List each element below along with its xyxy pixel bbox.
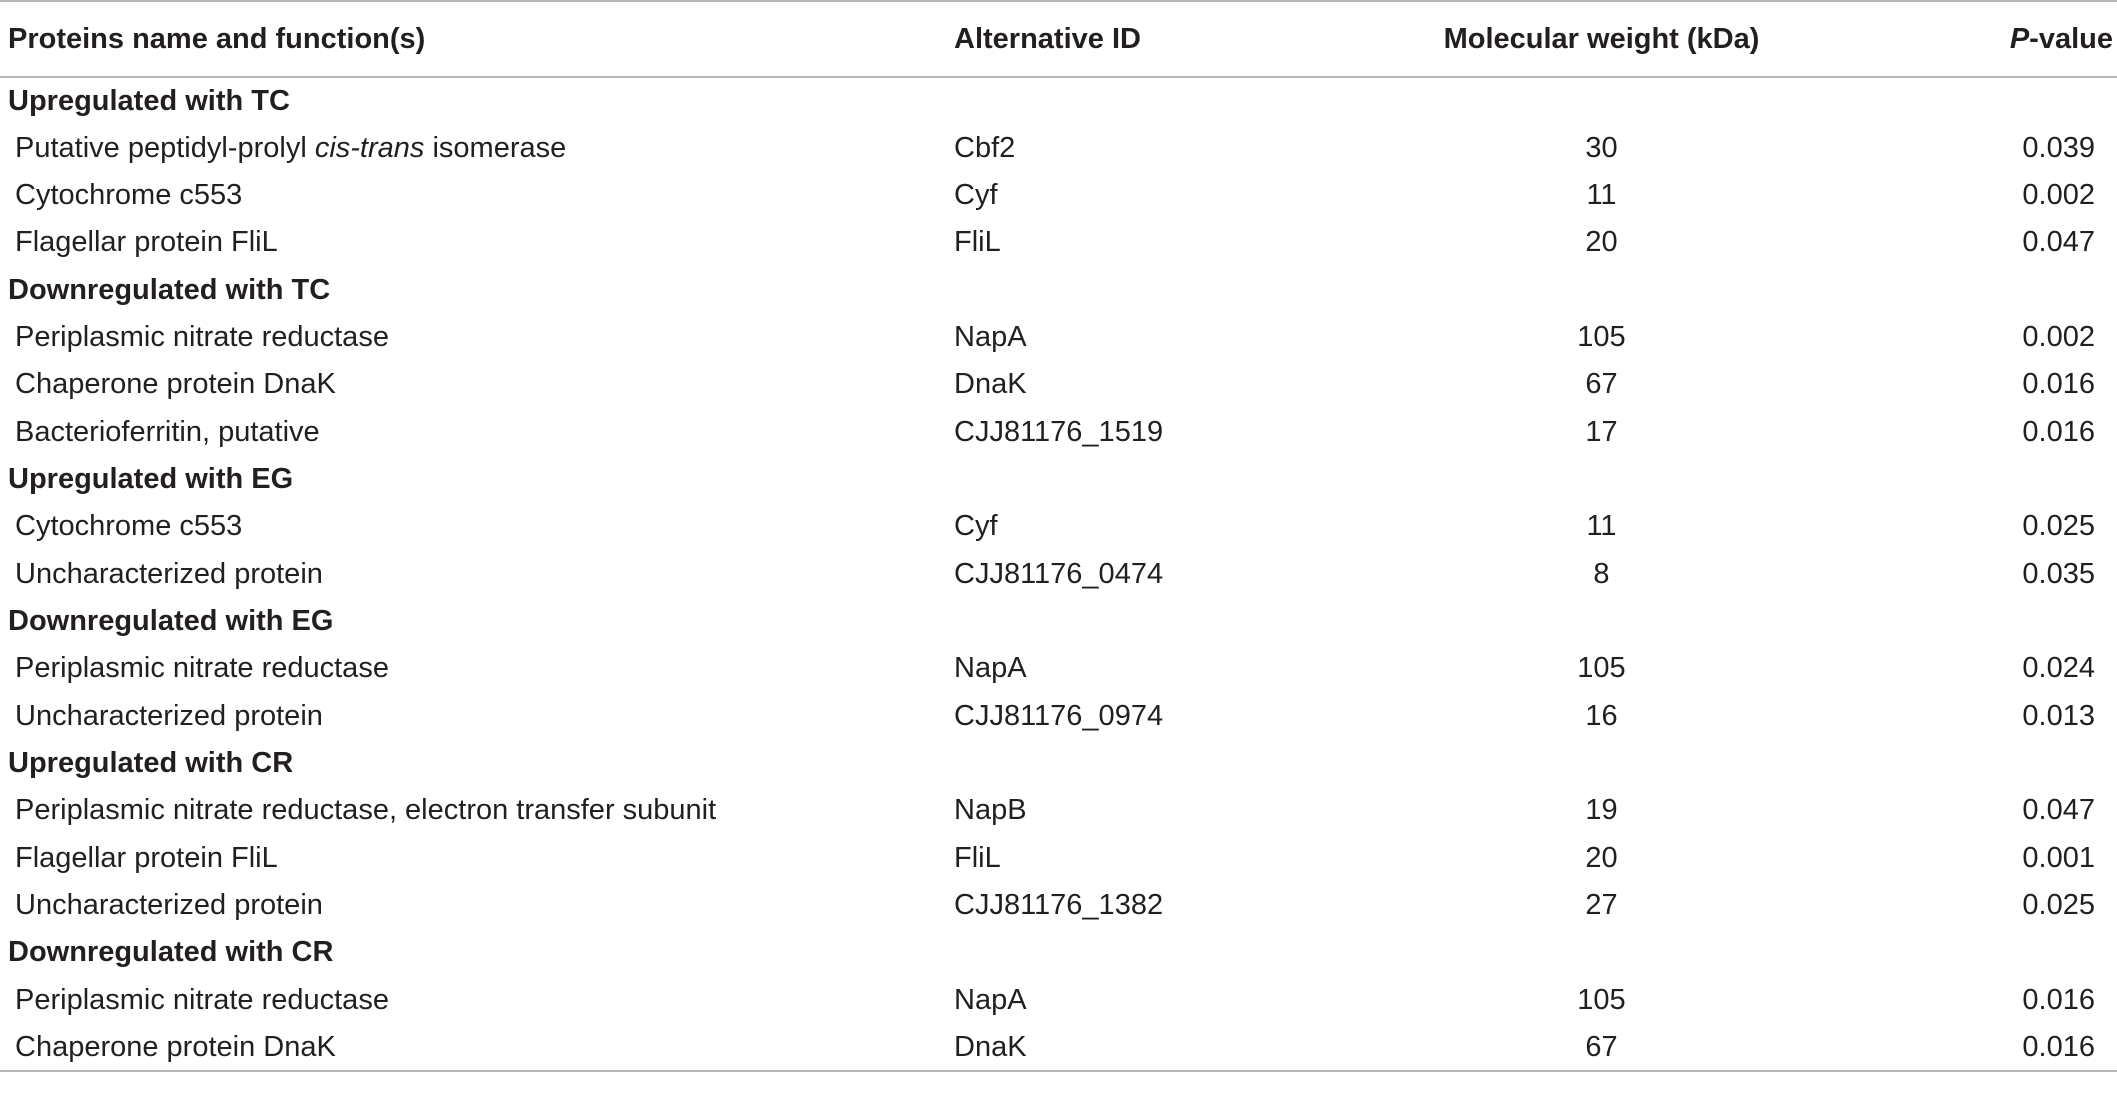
cell-molecular-weight: 27 bbox=[1585, 889, 1618, 922]
cell-molecular-weight: 105 bbox=[1577, 320, 1626, 353]
cell-molecular-weight: 20 bbox=[1585, 841, 1618, 874]
cell-p-value: 0.016 bbox=[2022, 368, 2095, 401]
table-row bbox=[0, 124, 2117, 171]
cell-protein-name bbox=[0, 124, 952, 171]
table-row bbox=[0, 550, 2117, 597]
cell-molecular-weight: 20 bbox=[1585, 226, 1618, 259]
cell-p-value: 0.016 bbox=[2022, 983, 2095, 1016]
cell-protein-name: Uncharacterized protein bbox=[15, 557, 323, 590]
table-row bbox=[0, 172, 2117, 219]
cell-protein-name: Periplasmic nitrate reductase, electron transfer subunit bbox=[15, 794, 717, 827]
header-row bbox=[0, 1, 2117, 77]
table-row bbox=[0, 408, 2117, 455]
table-row bbox=[0, 645, 2117, 692]
cell-molecular-weight: 11 bbox=[1586, 510, 1617, 543]
cell-alternative-id: Cyf bbox=[954, 178, 998, 211]
cell-protein-name: Cytochrome c553 bbox=[15, 510, 243, 543]
cell-molecular-weight: 30 bbox=[1585, 131, 1618, 164]
protein-name-italic: cis-trans bbox=[314, 131, 425, 164]
cell-alternative-id: DnaK bbox=[954, 1030, 1027, 1063]
cell-p-value: 0.013 bbox=[2022, 699, 2095, 732]
cell-p-value: 0.047 bbox=[2022, 226, 2095, 259]
cell-molecular-weight: 19 bbox=[1585, 794, 1618, 827]
cell-protein-name: Cytochrome c553 bbox=[15, 178, 243, 211]
table-row bbox=[0, 882, 2117, 929]
cell-p-value: 0.025 bbox=[2022, 889, 2095, 922]
cell-protein-name: Uncharacterized protein bbox=[15, 889, 323, 922]
protein-name-suffix: isomerase bbox=[424, 131, 567, 164]
cell-alternative-id: NapA bbox=[954, 983, 1027, 1016]
group-title: Downregulated with TC bbox=[8, 273, 331, 306]
group-title: Upregulated with TC bbox=[8, 84, 290, 117]
table-row bbox=[0, 503, 2117, 550]
table-row bbox=[0, 977, 2117, 1024]
cell-alternative-id: CJJ81176_0474 bbox=[954, 557, 1164, 590]
table-row bbox=[0, 692, 2117, 739]
cell-molecular-weight: 105 bbox=[1577, 652, 1626, 685]
cell-p-value: 0.047 bbox=[2022, 794, 2095, 827]
cell-molecular-weight: 11 bbox=[1586, 178, 1617, 211]
cell-alternative-id: Cbf2 bbox=[954, 131, 1016, 164]
cell-alternative-id: FliL bbox=[954, 226, 1001, 259]
cell-protein-name: Periplasmic nitrate reductase bbox=[15, 983, 389, 1016]
cell-protein-name: Bacterioferritin, putative bbox=[15, 415, 320, 448]
group-row bbox=[0, 740, 2117, 787]
cell-alternative-id: NapA bbox=[954, 320, 1027, 353]
table-row bbox=[0, 835, 2117, 882]
cell-p-value: 0.025 bbox=[2022, 510, 2095, 543]
header-p-rest: -value bbox=[2029, 22, 2113, 55]
table-header bbox=[0, 1, 2117, 77]
table-row bbox=[0, 361, 2117, 408]
group-title: Downregulated with EG bbox=[8, 604, 334, 637]
group-row bbox=[0, 456, 2117, 503]
header-molecular-weight: Molecular weight (kDa) bbox=[1443, 22, 1760, 55]
cell-p-value: 0.024 bbox=[2022, 652, 2095, 685]
cell-alternative-id: FliL bbox=[954, 841, 1001, 874]
group-title: Downregulated with CR bbox=[8, 936, 334, 969]
cell-alternative-id: CJJ81176_1382 bbox=[954, 889, 1164, 922]
group-row bbox=[0, 266, 2117, 313]
cell-protein-name: Chaperone protein DnaK bbox=[15, 1030, 336, 1063]
cell-molecular-weight: 8 bbox=[1593, 557, 1610, 590]
cell-p-value: 0.016 bbox=[2022, 415, 2095, 448]
table-row bbox=[0, 787, 2117, 834]
group-title: Upregulated with CR bbox=[8, 746, 294, 779]
cell-molecular-weight: 16 bbox=[1585, 699, 1618, 732]
cell-alternative-id: Cyf bbox=[954, 510, 998, 543]
cell-protein-name: Flagellar protein FliL bbox=[15, 226, 278, 259]
header-p-italic: P bbox=[2009, 22, 2030, 55]
cell-p-value: 0.016 bbox=[2022, 1030, 2095, 1063]
protein-name-prefix: Putative peptidyl-prolyl bbox=[15, 131, 315, 164]
group-title: Upregulated with EG bbox=[8, 462, 294, 495]
cell-p-value: 0.002 bbox=[2022, 178, 2095, 211]
group-row bbox=[0, 598, 2117, 645]
table-body bbox=[0, 77, 2117, 1071]
cell-protein-name: Periplasmic nitrate reductase bbox=[15, 652, 389, 685]
cell-molecular-weight: 67 bbox=[1585, 368, 1618, 401]
cell-alternative-id: NapA bbox=[954, 652, 1027, 685]
cell-p-value: 0.039 bbox=[2022, 131, 2095, 164]
cell-alternative-id: CJJ81176_1519 bbox=[954, 415, 1164, 448]
table-row bbox=[0, 1024, 2117, 1071]
header-p-value bbox=[1776, 1, 2117, 77]
cell-p-value: 0.035 bbox=[2022, 557, 2095, 590]
cell-molecular-weight: 17 bbox=[1585, 415, 1618, 448]
cell-protein-name: Chaperone protein DnaK bbox=[15, 368, 336, 401]
cell-protein-name: Uncharacterized protein bbox=[15, 699, 323, 732]
cell-molecular-weight: 105 bbox=[1577, 983, 1626, 1016]
header-protein-name: Proteins name and function(s) bbox=[8, 22, 426, 55]
cell-alternative-id: DnaK bbox=[954, 368, 1027, 401]
cell-alternative-id: CJJ81176_0974 bbox=[954, 699, 1164, 732]
cell-p-value: 0.002 bbox=[2022, 320, 2095, 353]
table-row bbox=[0, 219, 2117, 266]
header-alternative-id: Alternative ID bbox=[954, 22, 1141, 55]
group-row bbox=[0, 929, 2117, 976]
table-row bbox=[0, 314, 2117, 361]
cell-molecular-weight: 67 bbox=[1585, 1030, 1618, 1063]
cell-p-value: 0.001 bbox=[2022, 841, 2095, 874]
group-row bbox=[0, 77, 2117, 124]
cell-protein-name: Periplasmic nitrate reductase bbox=[15, 320, 389, 353]
cell-alternative-id: NapB bbox=[954, 794, 1027, 827]
cell-protein-name: Flagellar protein FliL bbox=[15, 841, 278, 874]
